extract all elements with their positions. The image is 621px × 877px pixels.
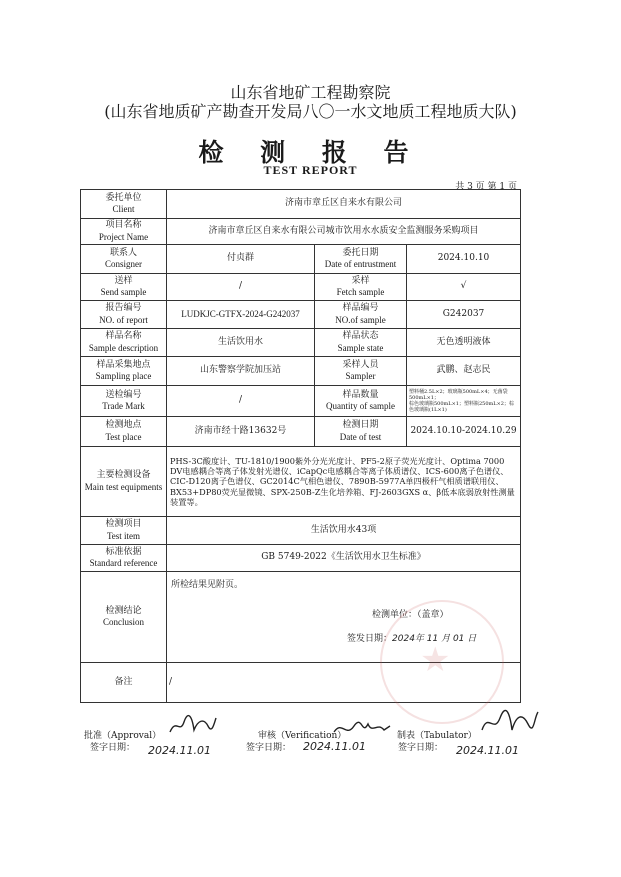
row-equipment <box>81 447 521 517</box>
row-report-no <box>81 301 521 329</box>
report-no-value: LUDKJC-GTFX-2024-G242037 <box>167 301 315 329</box>
sampling-place-value: 山东警察学院加压站 <box>167 357 315 386</box>
row-send <box>81 274 521 301</box>
verification-date: 2024.11.01 <box>303 740 366 753</box>
row-sampling-place <box>81 357 521 386</box>
entrust-date-label: 委托日期 Date of entrustment <box>315 245 407 274</box>
test-date-label: 检测日期 Date of test <box>315 417 407 447</box>
approval-label: 批准（Approval） <box>84 731 162 741</box>
consigner-label: 联系人 Consigner <box>81 245 167 274</box>
quantity-label: 样品数量 Quantity of sample <box>315 386 407 417</box>
sample-name-value: 生活饮用水 <box>167 329 315 357</box>
sample-no-value: G242037 <box>407 301 521 329</box>
org-name: 山东省地矿工程勘察院 <box>230 83 391 102</box>
tabulator-signature <box>478 708 540 740</box>
sample-no-label: 样品编号 NO.of sample <box>315 301 407 329</box>
row-consigner <box>81 245 521 274</box>
handwritten-date: 2024年 11 月 01 日 <box>392 634 477 644</box>
report-title: 检 测 报 告 <box>198 138 423 167</box>
conclusion-label: 检测结论 Conclusion <box>81 572 167 663</box>
row-sample-name <box>81 329 521 357</box>
verification-sig-label: 签字日期： <box>246 743 292 753</box>
test-date-value: 2024.10.10-2024.10.29 <box>407 417 521 447</box>
sample-state-label: 样品状态 Sample state <box>315 329 407 357</box>
row-test-place <box>81 417 521 447</box>
sampler-value: 武鹏、赵志民 <box>407 357 521 386</box>
row-test-item <box>81 517 521 545</box>
remark-label: 备注 <box>81 663 167 703</box>
row-trademark <box>81 386 521 417</box>
report-no-label: 报告编号 NO. of report <box>81 301 167 329</box>
row-project <box>81 219 521 245</box>
conclusion-unit: 检测单位：（盖章） <box>372 610 449 620</box>
standard-label: 标准依据 Standard reference <box>81 545 167 572</box>
equipment-label: 主要检测设备 Main test equipments <box>81 447 167 517</box>
test-place-label: 检测地点 Test place <box>81 417 167 447</box>
consigner-value: 付贞群 <box>167 245 315 274</box>
client-value: 济南市章丘区自来水有限公司 <box>167 190 521 219</box>
quantity-value: 塑料桶2.5L×2；玻璃瓶500mL×4；无菌袋500mL×1； 棕色玻璃瓶500mL×1；塑料瓶250mL×2；棕色玻璃瓶(1L×1) <box>407 386 521 417</box>
test-item-value: 生活饮用水43项 <box>167 517 521 545</box>
sampling-place-label: 样品采集地点 Sampling place <box>81 357 167 386</box>
sample-name-label: 样品名称 Sample description <box>81 329 167 357</box>
project-value: 济南市章丘区自来水有限公司城市饮用水水质安全监测服务采购项目 <box>167 219 521 245</box>
project-label: 项目名称 Project Name <box>81 219 167 245</box>
report-subtitle: TEST REPORT <box>263 163 358 177</box>
approval-date: 2024.11.01 <box>148 744 211 757</box>
sampler-label: 采样人员 Sampler <box>315 357 407 386</box>
conclusion-text: 所检结果见附页。 <box>171 580 244 590</box>
test-item-label: 检测项目 Test item <box>81 517 167 545</box>
row-client <box>81 190 521 219</box>
tabulator-date: 2024.11.01 <box>456 744 519 757</box>
client-label: 委托单位 Client <box>81 190 167 219</box>
verification-label: 审核（Verification） <box>258 731 347 741</box>
standard-value: GB 5749-2022《生活饮用水卫生标准》 <box>167 545 521 572</box>
fetch-value: √ <box>407 274 521 301</box>
org-subname: (山东省地质矿产勘查开发局八〇一水文地质工程地质大队) <box>104 102 517 121</box>
remark-value: / <box>167 663 521 703</box>
trademark-label: 送检编号 Trade Mark <box>81 386 167 417</box>
trademark-value: / <box>167 386 315 417</box>
equipment-value: PHS-3C酸度计、TU-1810/1900紫外分光光度计、PF5-2原子荧光光度计、Optima 7000 DV电感耦合等离子体发射光谱仪、iCapQc电感耦合等离子体质谱仪、ICS-600离子色谱仪、CIC-D120离子色谱仪、GC2014C气相色谱仪、7890B-5977A单四极杆气相质谱联用仪、BX53+DP80荧光显微镜、SPX-250B-Z生化培养箱、FJ-2603GXS α、β低本底弱放射性测量装置等。 <box>167 447 521 517</box>
entrust-date-value: 2024.10.10 <box>407 245 521 274</box>
row-standard <box>81 545 521 572</box>
send-label: 送样 Send sample <box>81 274 167 301</box>
page-info: 共 3 页 第 1 页 <box>455 182 517 192</box>
send-value: / <box>167 274 315 301</box>
test-place-value: 济南市经十路13632号 <box>167 417 315 447</box>
fetch-label: 采样 Fetch sample <box>315 274 407 301</box>
approval-sig-label: 签字日期： <box>90 743 136 753</box>
conclusion-date: 签发日期：2024年 11 月 01 日 <box>347 634 477 644</box>
approval-signature <box>168 712 218 738</box>
tabulator-sig-label: 签字日期： <box>398 743 444 753</box>
seal-star-icon: ★ <box>420 640 451 680</box>
sample-state-value: 无色透明液体 <box>407 329 521 357</box>
tabulator-label: 制表（Tabulator） <box>397 731 477 741</box>
verification-signature <box>332 718 392 740</box>
